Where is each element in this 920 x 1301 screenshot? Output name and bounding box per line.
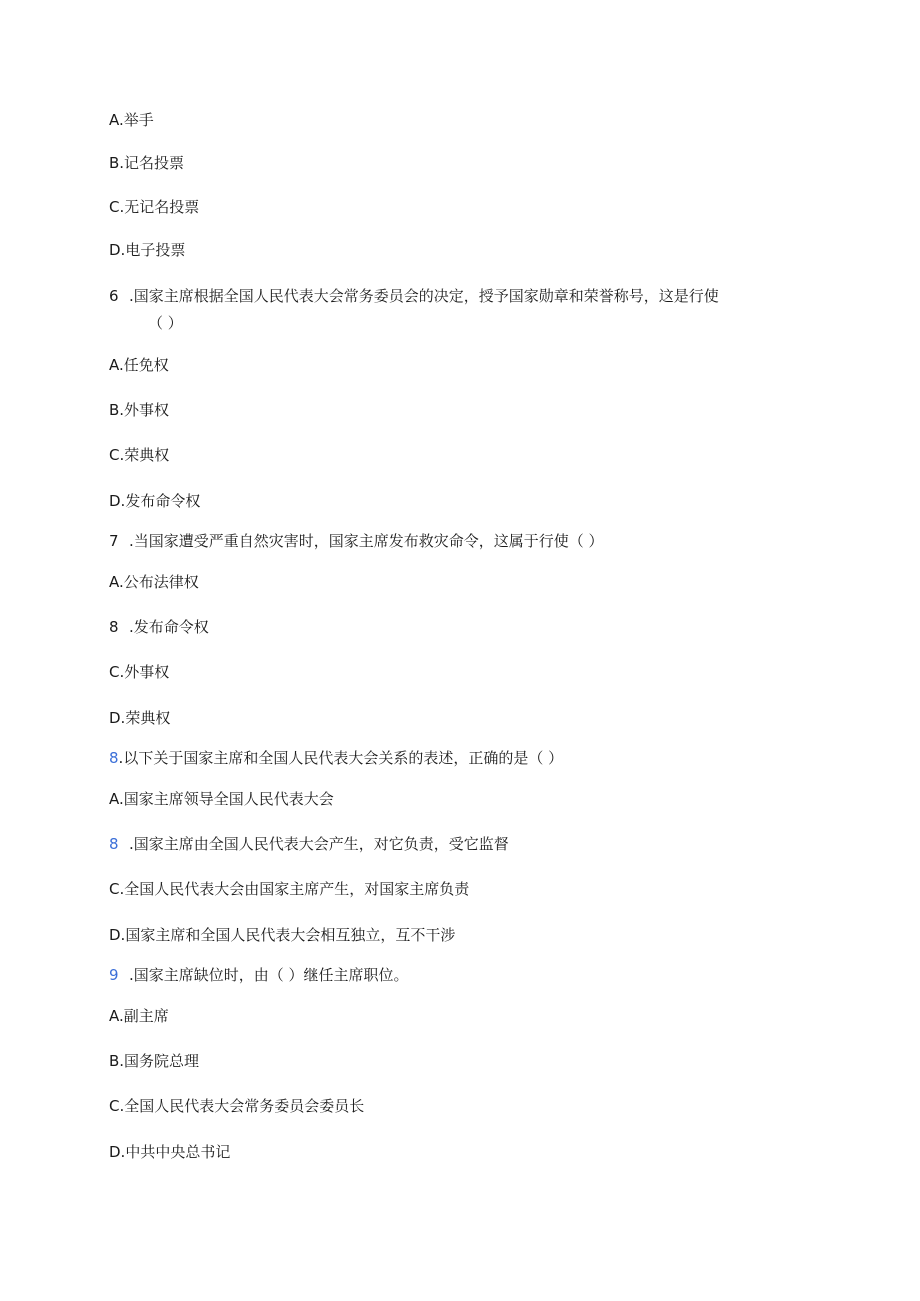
option-a: A.副主席	[109, 1007, 169, 1025]
option-b	[109, 617, 209, 637]
option-a: A.公布法律权	[109, 573, 199, 591]
question-text: .国家主席缺位时，由（ ）继任主席职位。	[129, 966, 409, 984]
option-c: C.外事权	[109, 663, 170, 681]
option-c: C.荣典权	[109, 446, 170, 464]
question-number: 9	[109, 966, 119, 984]
question-text: .以下关于国家主席和全国人民代表大会关系的表述，正确的是（ ）	[118, 749, 564, 767]
option-d: D.国家主席和全国人民代表大会相互独立，互不干涉	[109, 926, 456, 944]
option-a: A.任免权	[109, 356, 169, 374]
option-d: D.中共中央总书记	[109, 1143, 231, 1161]
option-text: .发布命令权	[129, 618, 209, 636]
option-b	[109, 834, 509, 854]
option-number: 8	[109, 618, 119, 636]
question-8	[109, 748, 563, 768]
option-b: B.外事权	[109, 401, 170, 419]
option-text: .国家主席由全国人民代表大会产生，对它负责，受它监督	[129, 835, 509, 853]
option-c: C.全国人民代表大会由国家主席产生，对国家主席负责	[109, 880, 470, 898]
option-a: A.国家主席领导全国人民代表大会	[109, 790, 334, 808]
option-c: C.全国人民代表大会常务委员会委员长	[109, 1097, 365, 1115]
option-b: B.国务院总理	[109, 1052, 200, 1070]
option-d: D.荣典权	[109, 709, 171, 727]
option-c: C.无记名投票	[109, 198, 200, 216]
option-number: 8	[109, 835, 119, 853]
option-b: B.记名投票	[109, 154, 185, 172]
option-d: D.发布命令权	[109, 492, 201, 510]
question-9	[109, 965, 409, 985]
option-d: D.电子投票	[109, 241, 186, 259]
question-text: .当国家遭受严重自然灾害时，国家主席发布救灾命令，这属于行使（ ）	[129, 532, 604, 550]
question-number: 6	[109, 287, 119, 305]
question-7	[109, 531, 604, 551]
question-number: 7	[109, 532, 119, 550]
option-a: A.举手	[109, 111, 154, 129]
question-number: 8	[109, 749, 119, 767]
question-6-blank: （ ）	[148, 314, 183, 332]
question-6	[109, 286, 719, 306]
question-text: .国家主席根据全国人民代表大会常务委员会的决定，授予国家勋章和荣誉称号，这是行使	[129, 287, 719, 305]
